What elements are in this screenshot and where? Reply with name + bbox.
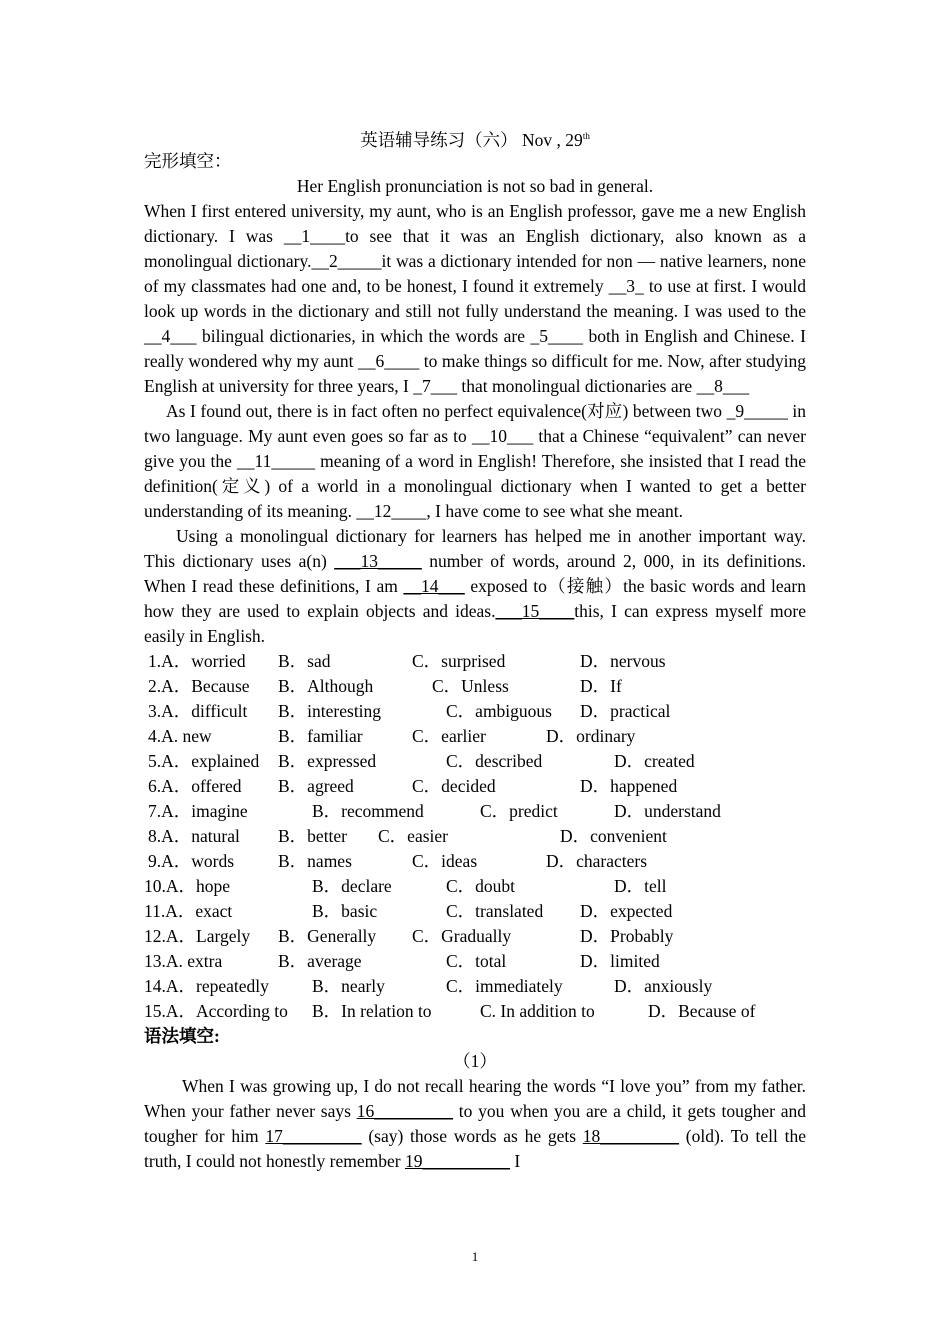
cloze-paragraph-2: As I found out, there is in fact often no perfect equivalence(对应) between two _9_____ in two language. My aunt even goes so far as to __10___ that a Chinese “equivalent” can never give you the __11_____ meaning of a word in English! Therefore, she insisted that I read the definition(定义) of a world in a monolingual dictionary when I wanted to get a better understanding of its meaning. __12____, I have come to see what she meant. bbox=[144, 401, 806, 521]
option-row: 1.A．worried B．sad C．surprised D．nervous bbox=[148, 651, 666, 671]
option-row: 12.A．Largely B．Generally C．Gradually D．Probably bbox=[144, 926, 674, 946]
option-row: 14.A．repeatedly B．nearly C．immediately D．anxiously bbox=[144, 976, 713, 996]
option-row: 3.A．difficult B．interesting C．ambiguous D．practical bbox=[148, 701, 671, 721]
section-heading-cloze: 完形填空： bbox=[144, 151, 232, 171]
passage-title: Her English pronunciation is not so bad in general. bbox=[296, 176, 654, 196]
cloze-paragraph-1: When I first entered university, my aunt, who is an English professor, gave me a new English dictionary. I was __1____to see that it was an English dictionary, also known as a monolingual dictionary.__2_____it was a dictionary intended for non — native learners, none of my classmates had one and, to be honest, I found it extremely __3_ to use at first. I would look up words in the dictionary and still not fully understand the meaning. I was used to the __4___ bilingual dictionaries, in which the words are _5____ both in English and Chinese. I really wondered why my aunt __6____ to make things so difficult for me. Now, after studying English at university for three years, I _7___ that monolingual dictionaries are __8___ bbox=[144, 201, 807, 396]
grammar-paragraph: When I was growing up, I do not recall hearing the words “I love you” from my father. When your father never says 16_________ to you when you are a child, it gets tougher and tougher for him 17_________ (say) those words as he gets 18_________ (old). To tell the truth, I could not honestly remember 19__________ I bbox=[144, 1076, 807, 1171]
document-page bbox=[144, 112, 806, 1174]
option-row: 6.A．offered B．agreed C．decided D．happened bbox=[148, 776, 678, 796]
option-row: 2.A．Because B．Although C．Unless D．If bbox=[148, 676, 622, 696]
cloze-paragraph-3: Using a monolingual dictionary for learners has helped me in another important way. This dictionary uses a(n) ___13_____ number of words, around 2, 000, in its definitions. When I read these definitions, I am __14___ exposed to（接触）the basic words and learn how they are used to explain objects and ideas.___15____this, I can express myself more easily in English. bbox=[144, 526, 807, 646]
option-row: 9.A．words B．names C．ideas D．characters bbox=[148, 851, 648, 871]
title-superscript: th bbox=[582, 131, 590, 141]
options-list bbox=[144, 649, 806, 1024]
option-row: 13.A. extra B．average C．total D．limited bbox=[144, 951, 660, 971]
option-row: 10.A．hope B．declare C．doubt D．tell bbox=[144, 876, 667, 896]
option-row: 5.A．explained B．expressed C．described D．created bbox=[148, 751, 695, 771]
worksheet-title bbox=[144, 124, 806, 149]
part-label: （1） bbox=[453, 1051, 497, 1071]
option-row: 7.A．imagine B．recommend C．predict D．understand bbox=[148, 801, 721, 821]
option-row: 15.A．According to B．In relation to C. In addition to D．Because of bbox=[144, 1001, 756, 1021]
option-row: 11.A．exact B．basic C．translated D．expected bbox=[144, 901, 673, 921]
section-heading-grammar: 语法填空: bbox=[144, 1026, 220, 1046]
option-row: 4.A. new B．familiar C．earlier D．ordinary bbox=[148, 726, 636, 746]
option-row: 8.A．natural B．better C．easier D．convenient bbox=[148, 826, 667, 846]
page-number: 1 bbox=[471, 1249, 479, 1264]
title-text: 英语辅导练习（六） Nov , 29 bbox=[360, 130, 583, 150]
